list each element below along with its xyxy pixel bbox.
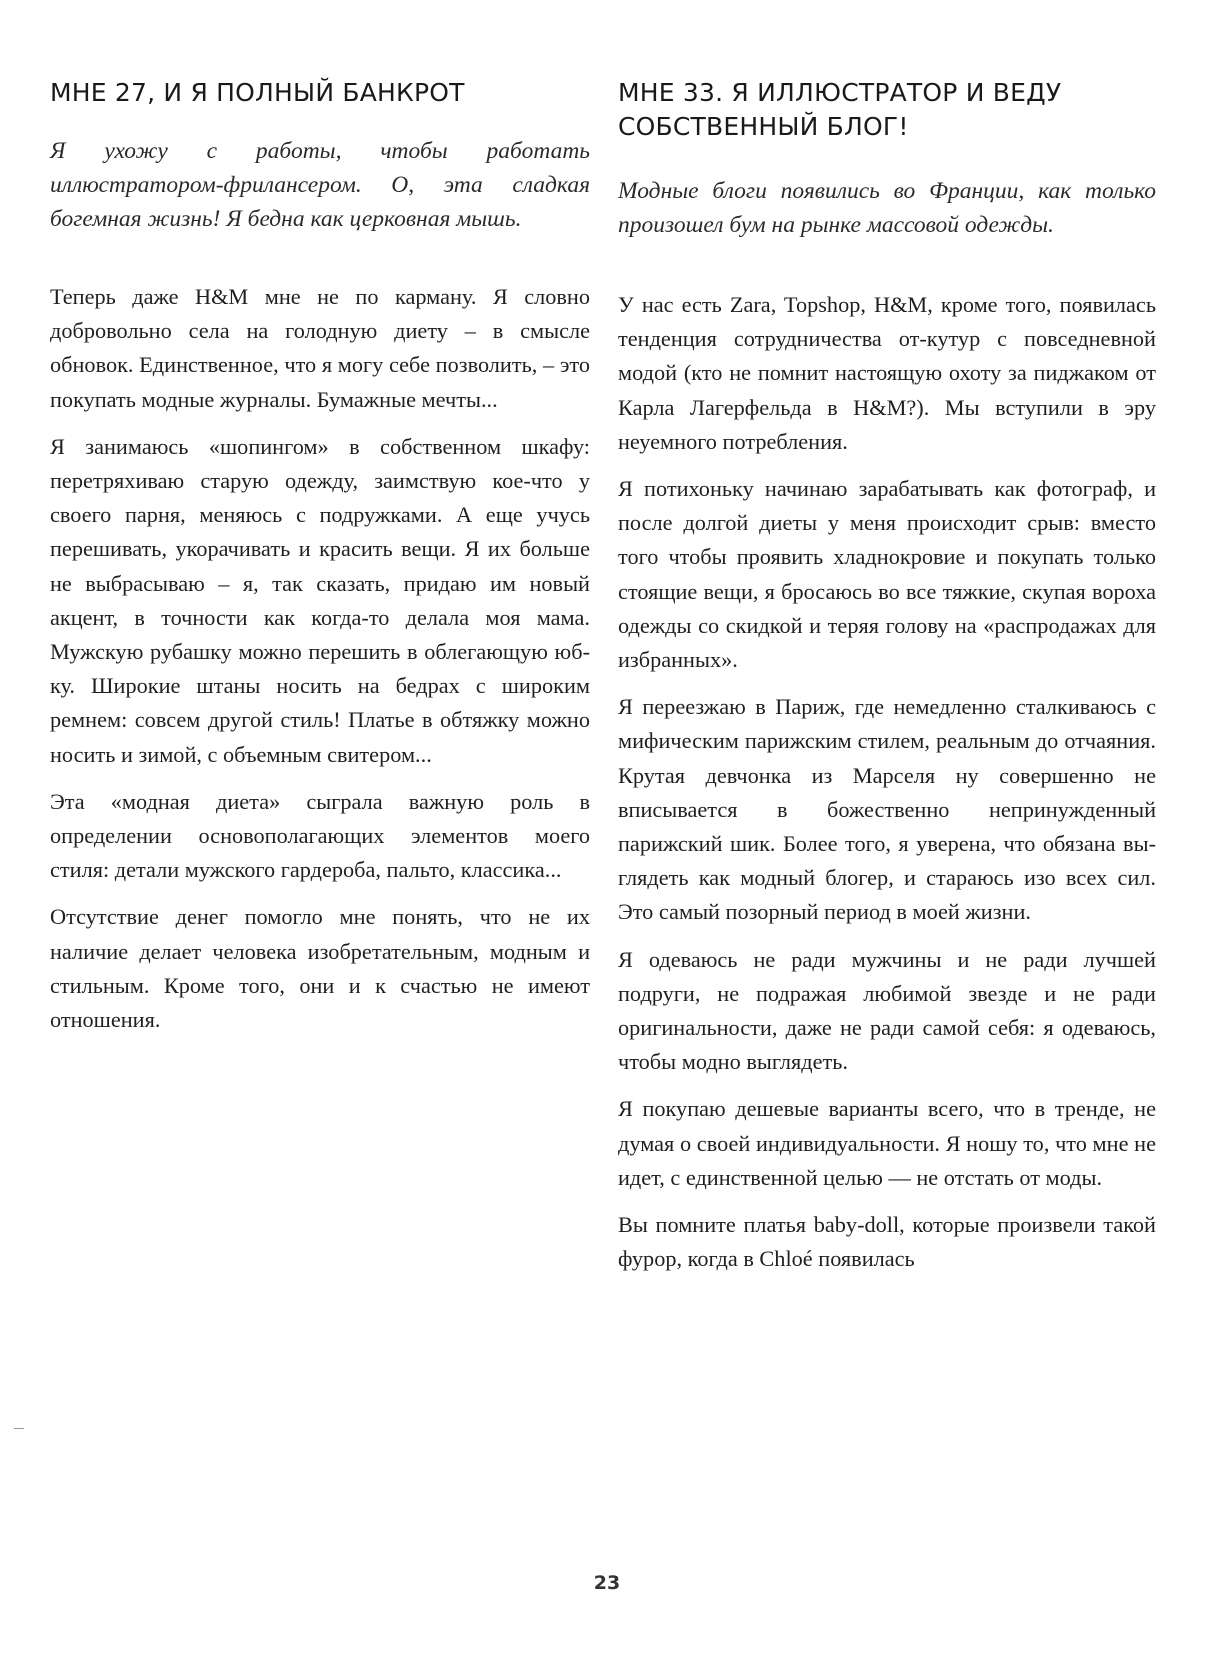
- right-paragraph-2: Я потихоньку начинаю зарабатывать как фотограф, и после долгой диеты у меня происходит срыв: вместо того чтобы проявить хладнокровие и покупать только стоящие вещи, я бросаюсь во все тяжкие, скупая вороха одежды со скидкой и теряя голову на «распродажах для избранных».: [618, 476, 1156, 673]
- right-paragraph-6: Вы помните платья baby-doll, которые произвели такой фурор, когда в Chloé появилась: [618, 1212, 1156, 1272]
- left-paragraph-1: Теперь даже H&M мне не по карману. Я словно добровольно села на голодную диету – в смысле обновок. Единственное, что я могу себе позволить, – это покупать модные журналы. Бумажные мечты...: [50, 284, 590, 412]
- left-paragraph-3: Эта «модная диета» сыграла важную роль в определении основополагающих элементов моего стиля: детали мужского гардероба, пальто, классика...: [50, 788, 590, 883]
- right-intro: Модные блоги появились во Франции, как только произошел бум на рынке массовой одежды.: [618, 178, 1156, 238]
- left-column: [50, 76, 590, 1050]
- scan-edge-mark: [14, 1428, 24, 1429]
- right-paragraph-5: Я покупаю дешевые варианты всего, что в тренде, не думая о своей индивидуальности. Я ношу то, что мне не идет, с единственной целью — не отстать от моды.: [618, 1096, 1156, 1190]
- left-heading: МНЕ 27, И Я ПОЛНЫЙ БАНКРОТ: [50, 78, 465, 107]
- right-heading: МНЕ 33. Я ИЛЛЮСТРАТОР И ВЕДУ СОБСТВЕННЫЙ БЛОГ!: [618, 78, 1062, 141]
- right-column: [618, 76, 1156, 1289]
- left-paragraph-2: Я занимаюсь «шопингом» в собственном шкафу: перетряхиваю старую одежду, заимствую кое-что у своего парня, меняюсь с подружками. А еще учусь перешивать, укорачивать и красить вещи. Я их больше не выбрасываю – я, так сказать, придаю им новый акцент, в точности как когда-то делала моя мама. Мужскую рубашку можно перешить в облегающую юбку. Широкие штаны носить на бедрах с широким ремнем: совсем другой стиль! Платье в обтяжку можно носить и зимой, с объемным свитером...: [50, 433, 590, 767]
- right-paragraph-1: У нас есть Zara, Topshop, H&M, кроме того, появилась тенденция сотрудничества от-кутур с повседневной модой (кто не помнит настоящую охоту за пиджаком от Карла Лагерфельда в H&M?). Мы вступили в эру неуемного потребления.: [618, 292, 1156, 454]
- page-number: 23: [593, 1572, 621, 1594]
- right-paragraph-4: Я одеваюсь не ради мужчины и не ради лучшей подруги, не подражая любимой звезде и не ради оригинальности, даже не ради самой себя: я одеваюсь, чтобы модно выглядеть.: [618, 946, 1156, 1075]
- left-paragraph-4: Отсутствие денег помогло мне понять, что не их наличие делает человека изобретательным, модным и стильным. Кроме того, они и к счастью не имеют отношения.: [50, 904, 590, 1033]
- right-paragraph-3: Я переезжаю в Париж, где немедленно сталкиваюсь с мифическим парижским стилем, реальным до отчаяния. Крутая девчонка из Марселя ну совершенно не вписывается в божественно непринужденный парижский шик. Более того, я уверена, что обязана выглядеть как модный блогер, и стараюсь изо всех сил. Это самый позорный период в моей жизни.: [618, 694, 1156, 925]
- left-intro: Я ухожу с работы, чтобы работать иллюстратором-фрилансером. О, эта сладкая богемная жизнь! Я бедна как церковная мышь.: [50, 138, 590, 232]
